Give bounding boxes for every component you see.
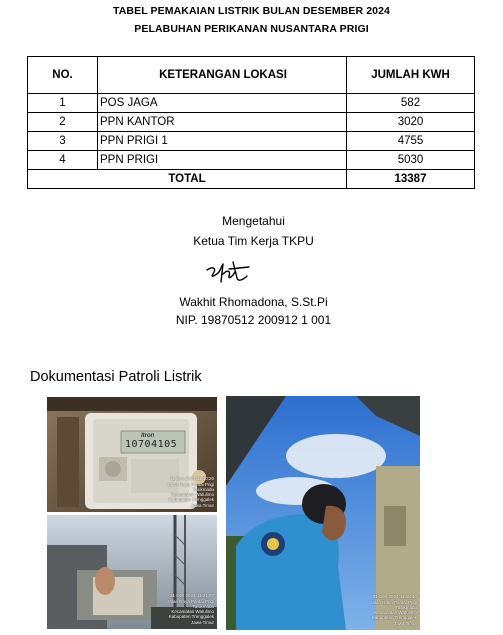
meter-reading: 10704105 <box>125 439 178 450</box>
table-total-row <box>28 170 475 189</box>
cell-kwh: 582 <box>347 94 475 113</box>
document-title: TABEL PEMAKAIAN LISTRIK BULAN DESEMBER 2024 <box>113 5 390 17</box>
table-row <box>28 113 475 132</box>
cell-location: PPN PRIGI 1 <box>98 132 347 151</box>
photo-timestamp: 31 Des 2024 11:31:07 Jalan Raya Pantai Prigi Tasikmadu Kecamatan Watulimo Kabupaten Trenggalek Jawa Timur <box>167 593 214 625</box>
table-row <box>28 132 475 151</box>
meter-pole-photo <box>47 515 217 629</box>
cell-no: 3 <box>28 132 98 151</box>
cell-location: POS JAGA <box>98 94 347 113</box>
cell-kwh: 4755 <box>347 132 475 151</box>
cell-location: PPN KANTOR <box>98 113 347 132</box>
approver-position: Ketua Tim Kerja TKPU <box>193 234 314 248</box>
meter-photo <box>47 397 217 512</box>
handwritten-signature <box>203 256 263 292</box>
total-label: TOTAL <box>28 170 347 189</box>
table-header-row <box>28 57 475 94</box>
table-row <box>28 151 475 170</box>
photo-timestamp: 31 Des 2024 11:30:20 Jalan Raya Pantai Prigi Tasikmadu Kecamatan Watulimo Kabupaten Trenggalek Jawa Timur <box>167 476 214 508</box>
cell-location: PPN PRIGI <box>98 151 347 170</box>
document-subtitle: PELABUHAN PERIKANAN NUSANTARA PRIGI <box>134 23 369 35</box>
table-row <box>28 94 475 113</box>
approver-nip: NIP. 19870512 200912 1 001 <box>175 313 332 327</box>
header-location: KETERANGAN LOKASI <box>98 57 347 94</box>
cell-no: 1 <box>28 94 98 113</box>
cell-kwh: 5030 <box>347 151 475 170</box>
cell-no: 2 <box>28 113 98 132</box>
meter-brand: Itron <box>141 433 155 439</box>
cell-kwh: 3020 <box>347 113 475 132</box>
documentation-title: Dokumentasi Patroli Listrik <box>30 369 202 385</box>
officer-photo <box>226 396 420 630</box>
header-no: NO. <box>28 57 98 94</box>
approver-name: Wakhit Rhomadona, S.St.Pi <box>179 295 328 309</box>
cell-no: 4 <box>28 151 98 170</box>
photo-timestamp: 31 Des 2024 11:18:10 Jalan Raya Pantai Prigi Tasikmadu Kecamatan Watulimo Kabupaten Trenggalek Jawa Timur <box>370 594 417 626</box>
total-value: 13387 <box>347 170 475 189</box>
electricity-usage-table <box>27 56 475 189</box>
header-kwh: JUMLAH KWH <box>347 57 475 94</box>
approval-label: Mengetahui <box>222 214 285 228</box>
